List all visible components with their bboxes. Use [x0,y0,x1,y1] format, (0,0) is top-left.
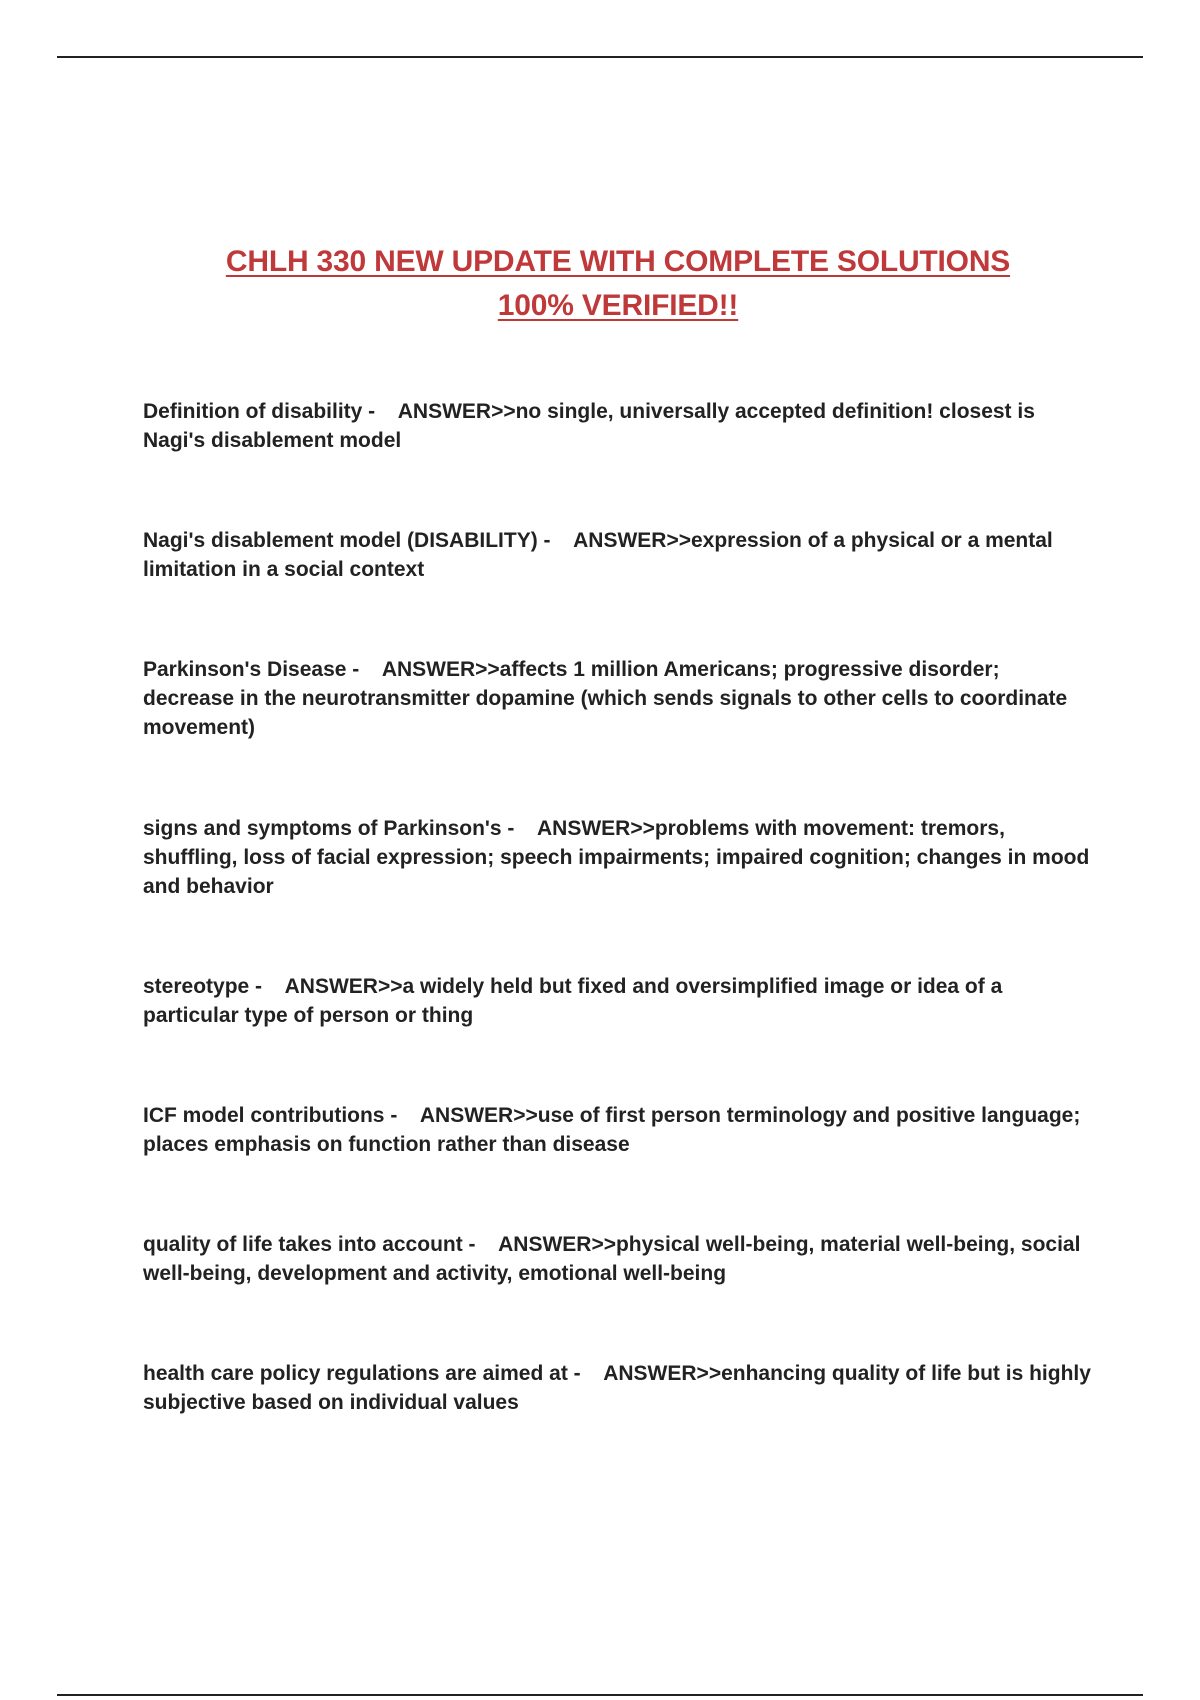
qa-answer: ANSWER>>problems with movement: tremors, shuffling, loss of facial expression; speech impairments; impaired cognition; changes in mood and behavior [143,817,1090,898]
title-line-2: 100% VERIFIED!! [497,289,739,322]
qa-term: health care policy regulations are aimed at - [143,1362,581,1385]
qa-term: stereotype - [143,975,263,998]
document-title [0,240,1200,328]
qa-answer: ANSWER>>enhancing quality of life but is highly subjective based on individual values [143,1362,1091,1414]
qa-item-5 [143,972,1093,1030]
qa-term: Parkinson's Disease - [143,658,360,681]
qa-answer: ANSWER>>use of first person terminology and positive language; places emphasis on function rather than disease [143,1104,1081,1156]
qa-item-1 [143,397,1093,455]
qa-answer: ANSWER>>no single, universally accepted definition! closest is Nagi's disablement model [143,400,1035,452]
qa-term: quality of life takes into account - [143,1233,476,1256]
qa-term: Definition of disability - [143,400,376,423]
title-line-1: CHLH 330 NEW UPDATE WITH COMPLETE SOLUTIONS [225,245,1011,278]
qa-item-8 [143,1359,1093,1417]
qa-answer: ANSWER>>physical well-being, material well-being, social well-being, development and activity, emotional well-being [143,1233,1081,1285]
qa-term: ICF model contributions - [143,1104,398,1127]
qa-item-6 [143,1101,1093,1159]
qa-answer: ANSWER>>affects 1 million Americans; progressive disorder; decrease in the neurotransmitter dopamine (which sends signals to other cells to coordinate movement) [143,658,1068,739]
top-rule [57,56,1143,58]
qa-answer: ANSWER>>expression of a physical or a mental limitation in a social context [143,529,1053,581]
qa-item-3 [143,655,1093,742]
qa-item-4 [143,814,1093,901]
qa-term: signs and symptoms of Parkinson's - [143,817,515,840]
qa-term: Nagi's disablement model (DISABILITY) - [143,529,551,552]
qa-item-2 [143,526,1093,584]
qa-item-7 [143,1230,1093,1288]
bottom-rule [57,1694,1143,1696]
qa-answer: ANSWER>>a widely held but fixed and oversimplified image or idea of a particular type of person or thing [143,975,1003,1027]
